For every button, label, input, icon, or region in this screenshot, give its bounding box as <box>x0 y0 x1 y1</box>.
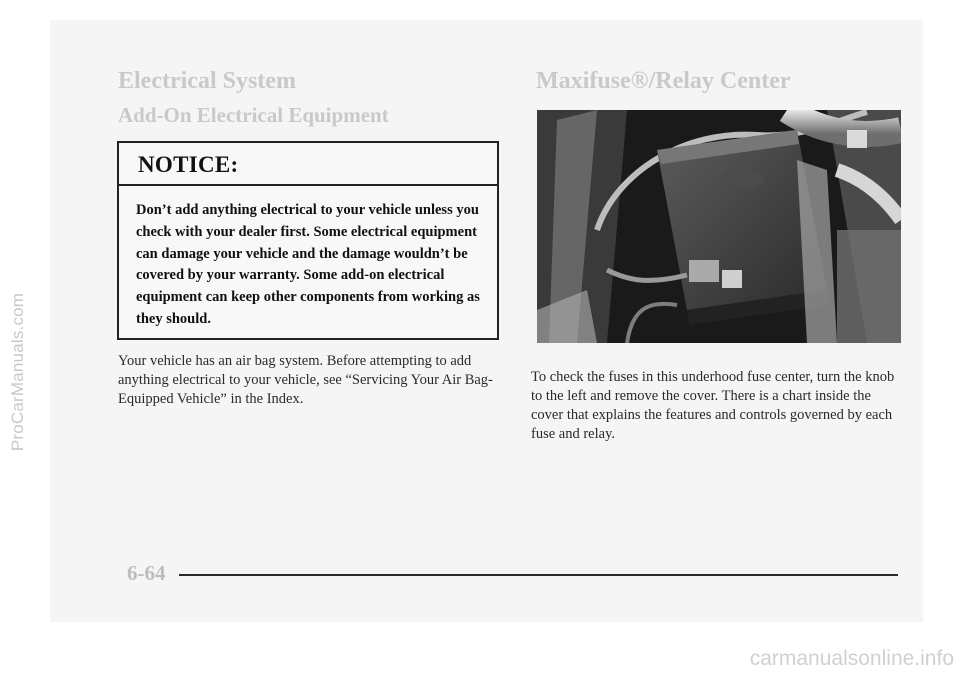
notice-body: Don’t add anything electrical to your vehicle unless you check with your dealer first. Some electrical equipment can damage your vehicle and the damage wouldn’t be covered by your warranty. Some add-on electrical equipment can keep other components from working as they should. <box>136 202 480 327</box>
section-title-maxifuse-relay-center: Maxifuse®/Relay Center <box>536 68 791 94</box>
notice-heading: NOTICE: <box>119 143 497 186</box>
footer-rule <box>179 574 898 576</box>
notice-box <box>117 141 499 340</box>
bottom-watermark: carmanualsonline.info <box>749 647 954 670</box>
sub-title-add-on-equipment: Add-On Electrical Equipment <box>118 103 389 127</box>
fuse-center-photo <box>537 110 901 343</box>
section-title-electrical-system: Electrical System <box>118 68 296 94</box>
fuse-center-paragraph: To check the fuses in this underhood fuse center, turn the knob to the left and remove the cover. There is a chart inside the cover that explains the features and controls governed by each fuse and relay. <box>531 369 895 442</box>
engine-bay-illustration <box>537 110 901 343</box>
air-bag-paragraph: Your vehicle has an air bag system. Before attempting to add anything electrical to your vehicle, see “Servicing Your Air Bag-Equipped Vehicle” in the Index. <box>118 353 493 407</box>
side-watermark: ProCarManuals.com <box>8 292 27 452</box>
page-number: 6-64 <box>127 561 166 585</box>
